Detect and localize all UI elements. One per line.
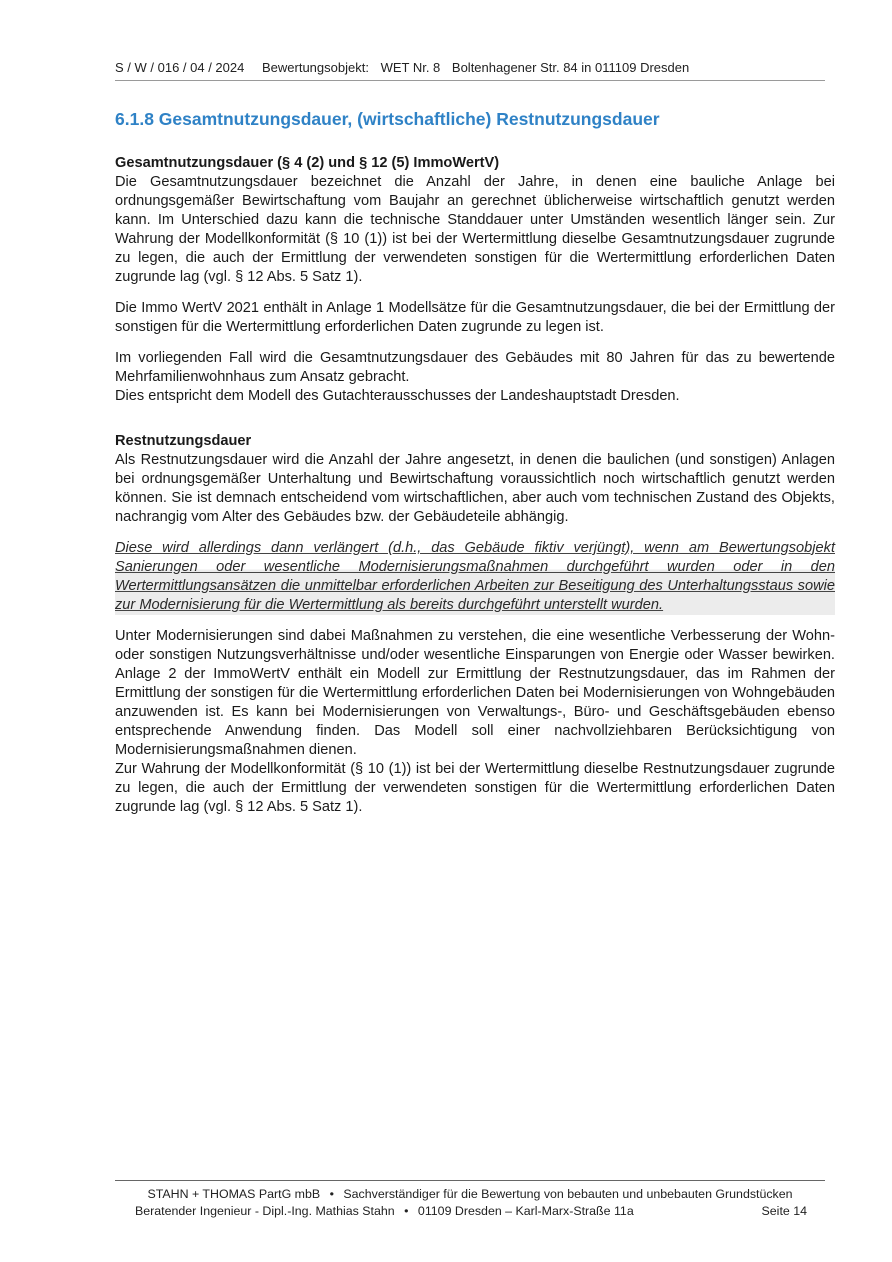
- rnd-paragraph-2-emphasis: Diese wird allerdings dann verlängert (d.h., das Gebäude fiktiv verjüngt), wenn am Bewertungsobjekt Sanierungen oder wesentliche Modernisierungsmaßnahmen durchgeführt wurden oder in den Wertermittlungsansätzen die unmittelbar erforderlichen Arbeiten zur Beseitigung des Unterhaltungsstaus sowie zur Modernisierung für die Wertermittlung als bereits durchgeführt unterstellt wurden.: [115, 540, 835, 613]
- page-number: Seite 14: [761, 1204, 807, 1218]
- document-body: [115, 154, 835, 829]
- page-header: [115, 60, 825, 81]
- section-title: 6.1.8 Gesamtnutzungsdauer, (wirtschaftliche) Restnutzungsdauer: [115, 109, 660, 129]
- document-reference: S / W / 016 / 04 / 2024: [115, 60, 245, 75]
- footer-line-2: [115, 1203, 825, 1220]
- footer-company: STAHN + THOMAS PartG mbB: [147, 1187, 321, 1201]
- page-footer: [115, 1180, 825, 1220]
- rnd-heading: Restnutzungsdauer: [115, 433, 252, 449]
- footer-separator: •: [404, 1204, 409, 1218]
- footer-description: Sachverständiger für die Bewertung von bebauten und unbebauten Grundstücken: [343, 1187, 793, 1201]
- footer-address: 01109 Dresden – Karl-Marx-Straße 11a: [417, 1204, 634, 1218]
- object-address: Boltenhagener Str. 84 in 011109 Dresden: [451, 60, 690, 75]
- gnd-paragraph-3: Im vorliegenden Fall wird die Gesamtnutzungsdauer des Gebäudes mit 80 Jahren für das zu bewertende Mehrfamilienwohnhaus zum Ansatz gebracht.: [115, 350, 835, 385]
- rnd-paragraph-1: Als Restnutzungsdauer wird die Anzahl der Jahre angesetzt, in denen die baulichen (und sonstigen) Anlagen bei ordnungsgemäßer Unterhaltung und Bewirtschaftung voraussichtlich noch wirtschaftlich genutzt werden können. Sie ist demnach entscheidend vom wirtschaftlichen, aber auch vom technischen Zustand des Objekts, nachrangig vom Alter des Gebäudes bzw. der Gebäudeteile abhängig.: [115, 452, 835, 525]
- object-label: Bewertungsobjekt:: [261, 60, 369, 75]
- gnd-paragraph-4: Dies entspricht dem Modell des Gutachterausschusses der Landeshauptstadt Dresden.: [115, 388, 680, 404]
- object-value: WET Nr. 8: [380, 60, 441, 75]
- rnd-paragraph-3: Unter Modernisierungen sind dabei Maßnahmen zu verstehen, die eine wesentliche Verbesserung der Wohn- oder sonstigen Nutzungsverhältnisse und/oder wesentliche Einsparungen von Energie oder Wasser bewirken. Anlage 2 der ImmoWertV enthält ein Modell zur Ermittlung der Restnutzungsdauer, das im Rahmen der Ermittlung der sonstigen für die Wertermittlung erforderlichen Daten bei Modernisierungen von Wohngebäuden anzuwenden ist. Es kann bei Modernisierungen von Verwaltungs-, Büro- und Geschäftsgebäuden ebenso entsprechende Anwendung finden. Das Modell soll einer nachvollziehbaren Berücksichtigung von Modernisierungsmaßnahmen dienen.: [115, 628, 835, 758]
- footer-separator: •: [329, 1187, 334, 1201]
- gnd-paragraph-2: Die Immo WertV 2021 enthält in Anlage 1 Modellsätze für die Gesamtnutzungsdauer, die bei der Ermittlung der sonstigen für die Wertermittlung erforderlichen Daten zugrunde zu legen ist.: [115, 300, 835, 335]
- gnd-heading: Gesamtnutzungsdauer (§ 4 (2) und § 12 (5) ImmoWertV): [115, 155, 500, 171]
- footer-line-1: [115, 1186, 825, 1203]
- rnd-paragraph-4: Zur Wahrung der Modellkonformität (§ 10 (1)) ist bei der Wertermittlung dieselbe Restnutzungsdauer zugrunde zu legen, die auch der Ermittlung der verwendeten sonstigen für die Wertermittlung erforderlichen Daten zugrunde lag (vgl. § 12 Abs. 5 Satz 1).: [115, 761, 835, 815]
- gnd-paragraph-1: Die Gesamtnutzungsdauer bezeichnet die Anzahl der Jahre, in denen eine bauliche Anlage bei ordnungsgemäßer Bewirtschaftung vom Baujahr an gerechnet üblicherweise wirtschaftlich genutzt werden kann. Im Unterschied dazu kann die technische Standdauer unter Umständen wesentlich länger sein. Zur Wahrung der Modellkonformität (§ 10 (1)) ist bei der Wertermittlung dieselbe Gesamtnutzungsdauer zugrunde zu legen, die auch der Ermittlung der verwendeten sonstigen für die Wertermittlung erforderlichen Daten zugrunde lag (vgl. § 12 Abs. 5 Satz 1).: [115, 174, 835, 285]
- footer-person: Beratender Ingenieur - Dipl.-Ing. Mathias Stahn: [135, 1204, 395, 1218]
